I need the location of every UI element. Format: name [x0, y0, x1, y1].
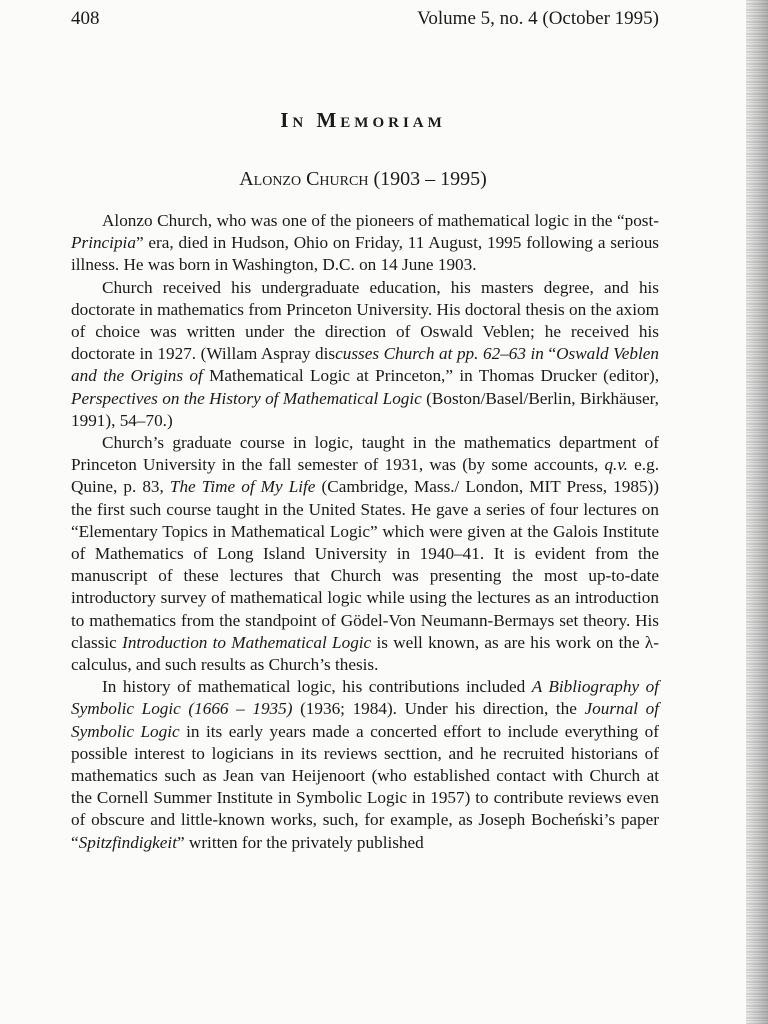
text-run: e.g. Quine, p. 83,: [71, 455, 659, 497]
running-head: [71, 8, 659, 30]
article-body: [71, 210, 659, 854]
scan-edge-shadow: [746, 0, 768, 1024]
italic-run: The Time of My Life: [169, 477, 316, 497]
body-paragraph: [71, 676, 659, 854]
text-run: Church received his undergraduate education, his masters degree, and his doctorate in mathematics from Princeton University. His doctoral thesis on the axiom of choice was written under the direction of Oswald Veblen; he received his doctorate in 1927. (Willam Aspray dis: [71, 277, 659, 364]
italic-run: A Bibliography of Symbolic Logic (1666 – 1935): [71, 677, 659, 719]
text-run: (Cambridge, Mass./ London, MIT Press, 1985)) the first such course taught in the United States. He gave a series of four lectures on “Elementary Topics in Mathematical Logic” which were given at the Galois Institute of Mathematics of Long Island University in 1940–41. It is evident from the manuscript of these lectures that Church was presenting the most up-to-date introductory survey of mathematical logic while using the lectures as an introduction to mathematics from the standpoint of Gödel-Von Neumann-Bermays set theory. His classic: [71, 477, 659, 652]
italic-run: cusses Church at pp. 62–63 in: [335, 344, 544, 364]
section-title: In Memoriam: [280, 108, 446, 132]
body-paragraph: [71, 210, 659, 277]
italic-run: Principia: [71, 233, 136, 253]
text-run: in its early years made a concerted effort to include everything of possible interest to logicians in its reviews secttion, and he recruited historians of mathematics such as Jean van Heijenoort (who established contact with Church at the Cornell Summer Institute in Symbolic Logic in 1957) to contribute reviews even of obscure and little-known works, such, for example, as Joseph Bocheński’s paper “: [71, 721, 659, 852]
text-run: (Boston/Basel/Berlin, Birkhäuser, 1991), 54–70.): [71, 388, 659, 430]
text-run: Mathematical Logic at Princeton,” in Thomas Drucker (editor),: [202, 366, 659, 386]
page-number: 408: [71, 8, 100, 29]
italic-run: Journal of Symbolic Logic: [71, 699, 659, 741]
body-paragraph: [71, 277, 659, 432]
body-paragraph: [71, 432, 659, 676]
italic-run: Introduction to Mathematical Logic: [122, 632, 372, 652]
text-run: ” written for the privately published: [176, 832, 424, 852]
italic-run: Perspectives on the History of Mathematical Logic: [71, 388, 422, 408]
italic-run: q.v.: [604, 455, 628, 475]
text-run: In history of mathematical logic, his contributions included: [102, 677, 532, 697]
italic-run: Spitzfindigkeit: [78, 832, 177, 852]
text-run: Church’s graduate course in logic, taught in the mathematics department of Princeton University in the fall semester of 1931, was (by some accounts,: [71, 433, 659, 475]
volume-info: Volume 5, no. 4 (October 1995): [417, 8, 659, 29]
text-run: “: [543, 344, 557, 364]
article-title: Alonzo Church (1903 – 1995): [239, 168, 487, 190]
text-run: Alonzo Church, who was one of the pioneers of mathematical logic in the “post-: [102, 211, 659, 230]
italic-run: Oswald Veblen and the Origins of: [71, 344, 659, 386]
text-run: is well known, as are his work on the λ-calculus, and such results as Church’s thesis.: [71, 632, 659, 675]
text-run: ” era, died in Hudson, Ohio on Friday, 11 August, 1995 following a serious illness. He was born in Washington, D.C. on 14 June 1903.: [71, 233, 659, 275]
text-run: (1936; 1984). Under his direction, the: [292, 699, 585, 719]
